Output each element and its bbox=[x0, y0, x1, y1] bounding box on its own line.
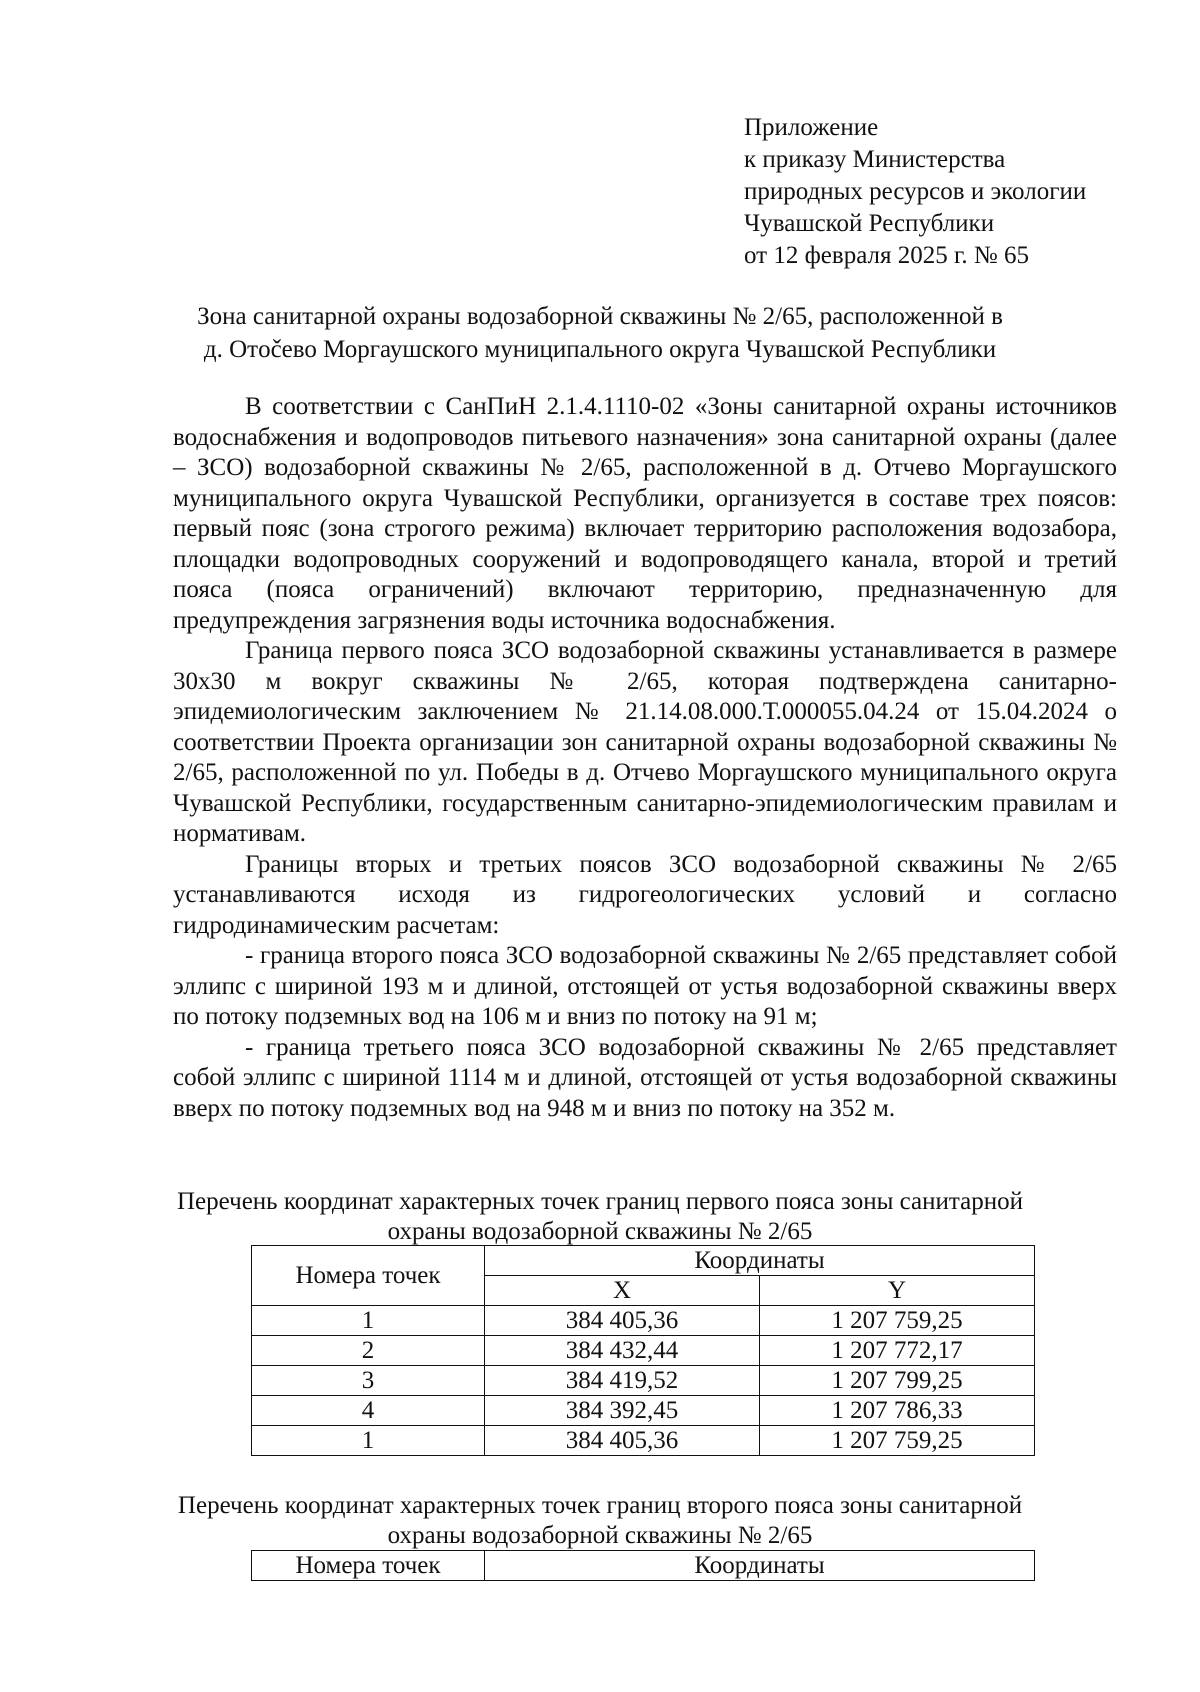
caption-line: охраны водозаборной скважины № 2/65 bbox=[387, 1218, 813, 1245]
paragraph: Границы вторых и третьих поясов ЗСО водозаборной скважины № 2/65 устанавливаются исходя из гидрогеологических условий и согласно гидродинамическим расчетам: bbox=[173, 850, 1117, 939]
cell-y: 1 207 759,25 bbox=[760, 1426, 1035, 1456]
table-row bbox=[252, 1336, 1035, 1366]
table-row bbox=[252, 1426, 1035, 1456]
cell-y: 1 207 786,33 bbox=[760, 1396, 1035, 1426]
cell-point: 3 bbox=[252, 1366, 485, 1396]
appendix-line: Приложение bbox=[744, 114, 879, 141]
table1-caption bbox=[150, 1187, 1050, 1247]
table-row bbox=[252, 1396, 1035, 1426]
table-row bbox=[252, 1366, 1035, 1396]
cell-x: 384 419,52 bbox=[485, 1366, 760, 1396]
appendix-line: Чувашской Республики bbox=[744, 210, 995, 237]
appendix-line: к приказу Министерства bbox=[744, 146, 1006, 173]
cell-y: 1 207 772,17 bbox=[760, 1336, 1035, 1366]
header-coords: Координаты bbox=[485, 1551, 1035, 1581]
cell-x: 384 392,45 bbox=[485, 1396, 760, 1426]
header-y: Y bbox=[760, 1276, 1035, 1306]
paragraph: Граница первого пояса ЗСО водозаборной скважины устанавливается в размере 30x30 м вокруг скважины № 2/65, которая подтверждена санитарно-эпидемиологическим заключением № 21.14.08.000.Т.000055.04.24 от 15.04.2024 о соответствии Проекта организации зон санитарной охраны водозаборной скважины № 2/65, расположенной по ул. Победы в д. Отчево Моргаушского муниципального округа Чувашской Республики, государственным санитарно-эпидемиологическим правилам и нормативам. bbox=[173, 637, 1117, 847]
title-line: Зона санитарной охраны водозаборной скважины № 2/65, расположенной в bbox=[197, 303, 1003, 330]
caption-line: Перечень координат характерных точек границ первого пояса зоны санитарной bbox=[177, 1188, 1023, 1215]
cell-point: 1 bbox=[252, 1426, 485, 1456]
header-points: Номера точек bbox=[252, 1551, 485, 1581]
caption-line: Перечень координат характерных точек границ второго пояса зоны санитарной bbox=[177, 1492, 1023, 1519]
header-x: X bbox=[485, 1276, 760, 1306]
table2-caption bbox=[150, 1491, 1050, 1551]
table-row bbox=[252, 1306, 1035, 1336]
cell-x: 384 405,36 bbox=[485, 1426, 760, 1456]
cell-y: 1 207 759,25 bbox=[760, 1306, 1035, 1336]
cell-point: 2 bbox=[252, 1336, 485, 1366]
appendix-block bbox=[744, 112, 1086, 272]
cell-y: 1 207 799,25 bbox=[760, 1366, 1035, 1396]
paragraph: - граница третьего пояса ЗСО водозаборной скважины № 2/65 представляет собой эллипс с шириной 1114 м и длиной, отстоящей от устья водозаборной скважины вверх по потоку подземных вод на 948 м и вниз по потоку на 352 м. bbox=[173, 1033, 1117, 1122]
document-title bbox=[150, 300, 1050, 366]
paragraph: В соответствии с СанПиН 2.1.4.1110-02 «Зоны санитарной охраны источников водоснабжения и водопроводов питьевого назначения» зона санитарной охраны (далее – ЗСО) водозаборной скважины № 2/65, расположенной в д. Отчево Моргаушского муниципального округа Чувашской Республики, организуется в составе трех поясов: первый пояс (зона строгого режима) включает территорию расположения водозабора, площадки водопроводных сооружений и водопроводящего канала, второй и третий пояса (пояса ограничений) включают территорию, предназначенную для предупреждения загрязнения воды источника водоснабжения. bbox=[173, 393, 1117, 634]
cell-point: 1 bbox=[252, 1306, 485, 1336]
body-text bbox=[173, 392, 1117, 1124]
header-coords: Координаты bbox=[485, 1246, 1035, 1276]
header-points: Номера точек bbox=[252, 1246, 485, 1306]
appendix-line: от 12 февраля 2025 г. № 65 bbox=[744, 242, 1030, 269]
caption-line: охраны водозаборной скважины № 2/65 bbox=[387, 1522, 813, 1549]
cell-x: 384 405,36 bbox=[485, 1306, 760, 1336]
title-line: д. Отočево Моргаушского муниципального округа Чувашской Республики bbox=[203, 336, 997, 363]
cell-point: 4 bbox=[252, 1396, 485, 1426]
table1-coordinates bbox=[251, 1245, 1035, 1456]
paragraph: - граница второго пояса ЗСО водозаборной скважины № 2/65 представляет собой эллипс с шириной 193 м и длиной, отстоящей от устья водозаборной скважины вверх по потоку подземных вод на 106 м и вниз по потоку на 91 м; bbox=[173, 942, 1117, 1030]
table2-coordinates bbox=[251, 1550, 1035, 1581]
cell-x: 384 432,44 bbox=[485, 1336, 760, 1366]
appendix-line: природных ресурсов и экологии bbox=[744, 178, 1087, 205]
